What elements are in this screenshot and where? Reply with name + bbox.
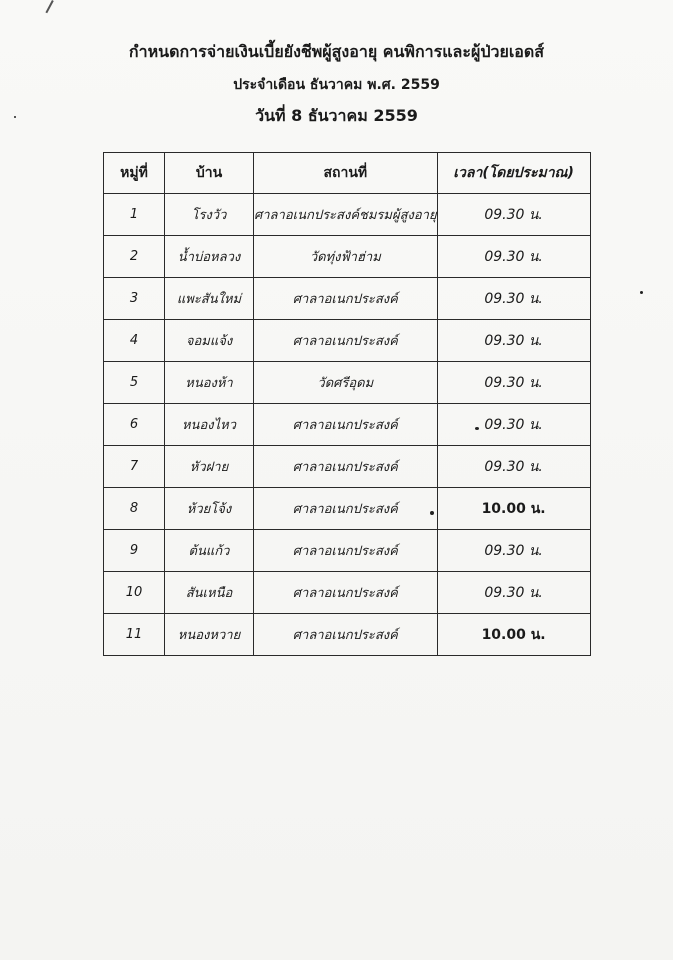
table-row [104, 404, 591, 446]
cell-village-no: 4 [104, 320, 165, 362]
cell-village-no: 3 [104, 278, 165, 320]
document-subtitle: ประจำเดือน ธันวาคม พ.ศ. 2559 [233, 77, 440, 93]
table-row [104, 320, 591, 362]
cell-village-no: 7 [104, 446, 165, 488]
cell-village: น้ำบ่อหลวง [165, 236, 254, 278]
cell-place: ศาลาอเนกประสงค์ [254, 530, 438, 572]
table-row [104, 362, 591, 404]
cell-village-no: 8 [104, 488, 165, 530]
cell-village-no: 10 [104, 572, 165, 614]
cell-village: หนองไหว [165, 404, 254, 446]
cell-time: 09.30 น. [437, 236, 590, 278]
cell-time: 09.30 น. [437, 194, 590, 236]
table-row [104, 614, 591, 656]
table-row [104, 488, 591, 530]
table-row [104, 278, 591, 320]
cell-village: แพะสันใหม่ [165, 278, 254, 320]
header-place: สถานที่ [254, 153, 438, 194]
cell-place: ศาลาอเนกประสงค์ [254, 488, 438, 530]
cell-place: ศาลาอเนกประสงค์ [254, 278, 438, 320]
cell-village-no: 1 [104, 194, 165, 236]
cell-place: ศาลาอเนกประสงค์ [254, 446, 438, 488]
cell-time: 09.30 น. [437, 446, 590, 488]
cell-place: วัดทุ่งฟ้าฮ่าม [254, 236, 438, 278]
table-row [104, 446, 591, 488]
cell-place: ศาลาอเนกประสงค์ [254, 572, 438, 614]
header-time: เวลา(โดยประมาณ) [437, 153, 590, 194]
cell-village: ห้วยโจ้ง [165, 488, 254, 530]
cell-place: ศาลาอเนกประสงค์ [254, 614, 438, 656]
cell-time: 09.30 น. [437, 320, 590, 362]
table-row [104, 572, 591, 614]
document-title: กำหนดการจ่ายเงินเบี้ยยังชีพผู้สูงอายุ คนพิการและผู้ป่วยเอดส์ [128, 42, 545, 61]
header-village: บ้าน [165, 153, 254, 194]
cell-time: 10.00 น. [437, 488, 590, 530]
cell-time: 09.30 น. [437, 278, 590, 320]
cell-place: ศาลาอเนกประสงค์ชมรมผู้สูงอายุ [254, 194, 438, 236]
table-row [104, 236, 591, 278]
cell-village: โรงวัว [165, 194, 254, 236]
cell-village: หนองหวาย [165, 614, 254, 656]
cell-time: 09.30 น. [437, 404, 590, 446]
document-date: วันที่ 8 ธันวาคม 2559 [255, 106, 418, 125]
cell-village: หนองห้า [165, 362, 254, 404]
cell-village-no: 6 [104, 404, 165, 446]
cell-time: 09.30 น. [437, 530, 590, 572]
cell-time: 09.30 น. [437, 572, 590, 614]
cell-place: ศาลาอเนกประสงค์ [254, 404, 438, 446]
cell-village-no: 2 [104, 236, 165, 278]
cell-village: สันเหนือ [165, 572, 254, 614]
cell-place: ศาลาอเนกประสงค์ [254, 320, 438, 362]
scan-mark [45, 0, 53, 13]
table-row [104, 194, 591, 236]
cell-village: จอมแจ้ง [165, 320, 254, 362]
table-body [104, 194, 591, 656]
cell-village-no: 5 [104, 362, 165, 404]
header-village-no: หมู่ที่ [104, 153, 165, 194]
table-header-row [104, 153, 591, 194]
cell-village-no: 11 [104, 614, 165, 656]
cell-village: หัวฝาย [165, 446, 254, 488]
cell-village-no: 9 [104, 530, 165, 572]
table-row [104, 530, 591, 572]
cell-village: ต้นแก้ว [165, 530, 254, 572]
schedule-table [103, 152, 591, 656]
cell-time: 10.00 น. [437, 614, 590, 656]
cell-place: วัดศรีอุดม [254, 362, 438, 404]
cell-time: 09.30 น. [437, 362, 590, 404]
